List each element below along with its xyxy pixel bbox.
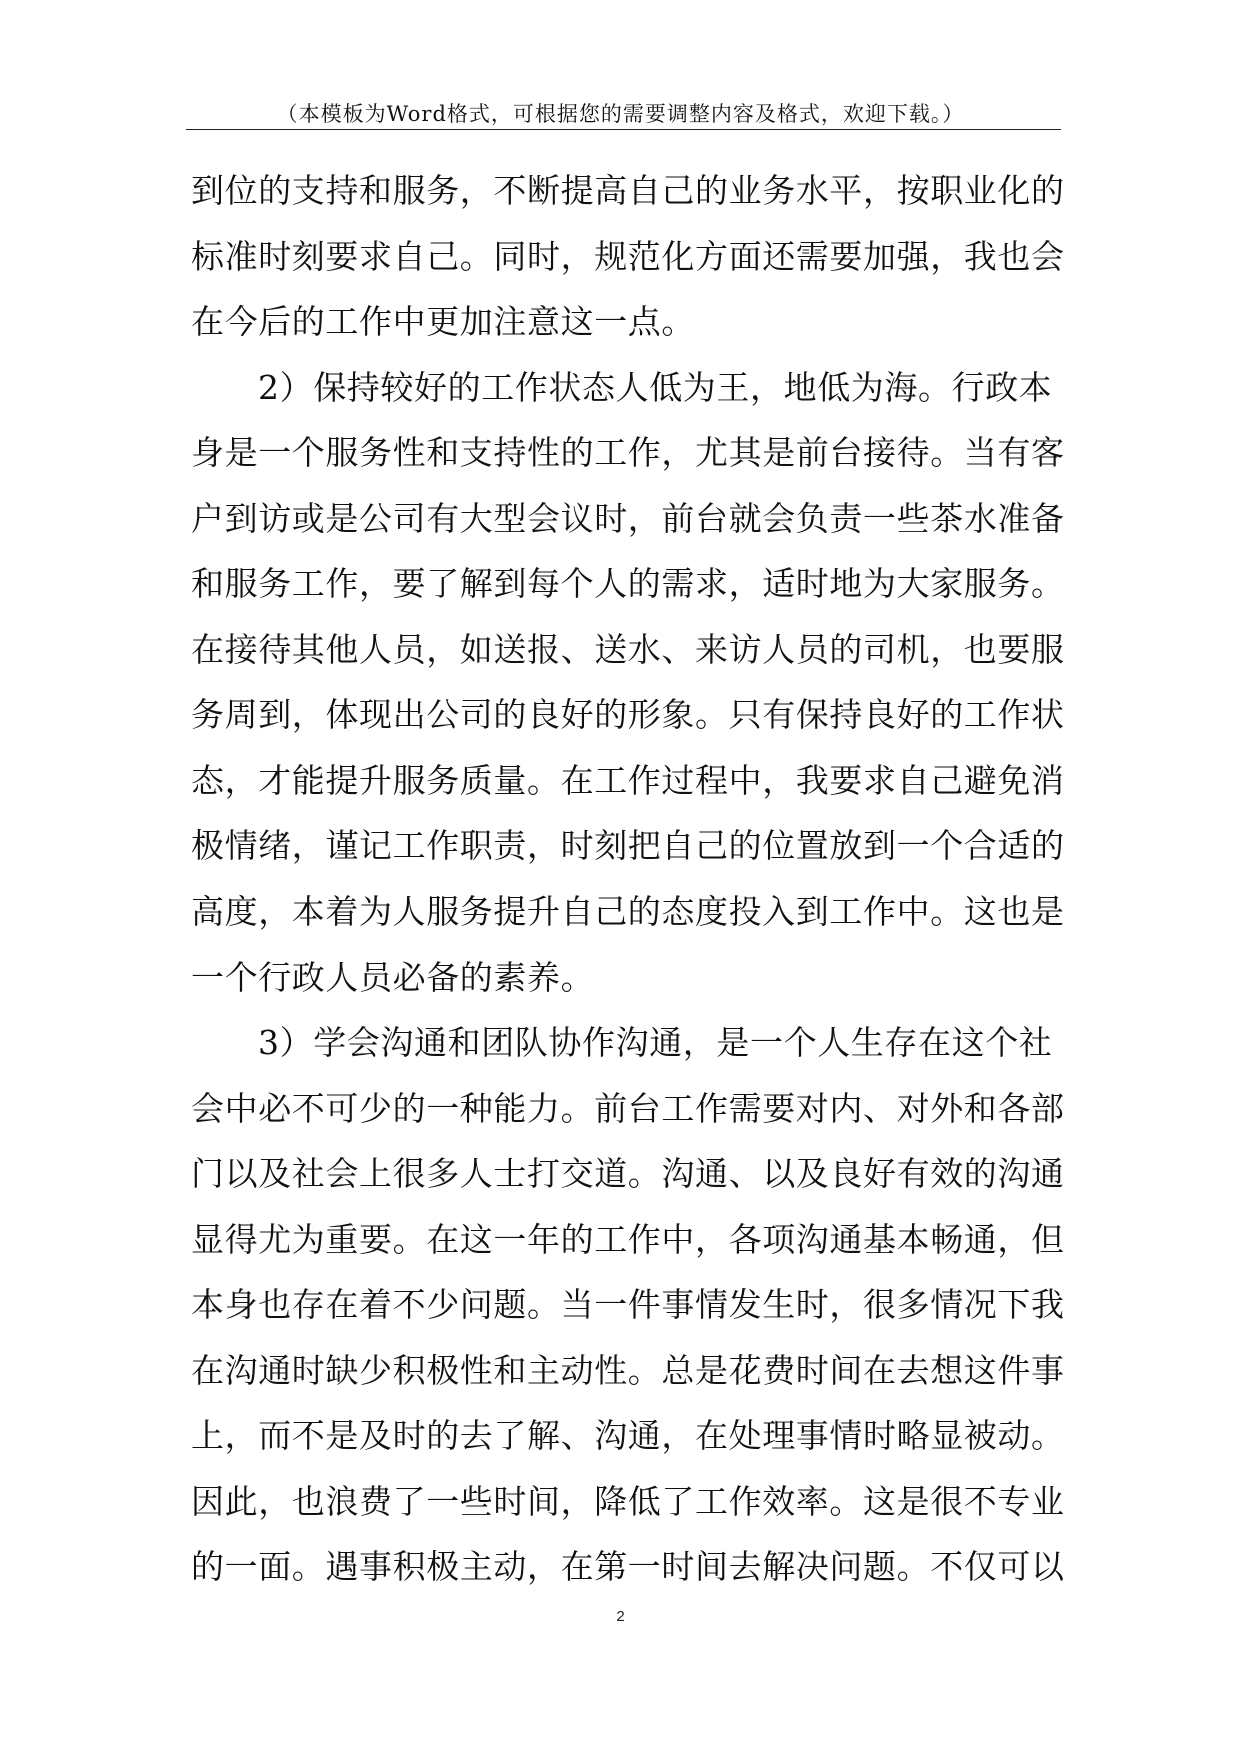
text-line: 在今后的工作中更加注意这一点。 xyxy=(191,302,695,342)
text-line: 高度，本着为人服务提升自己的态度投入到工作中。这也是 xyxy=(191,892,1065,932)
text-line: 一个行政人员必备的素养。 xyxy=(191,957,595,997)
text-line: 和服务工作，要了解到每个人的需求，适时地为大家服务。 xyxy=(191,564,1065,604)
text-line: 务周到，体现出公司的良好的形象。只有保持良好的工作状 xyxy=(191,695,1065,735)
document-body xyxy=(191,158,1071,1600)
text-line: 标准时刻要求自己。同时，规范化方面还需要加强，我也会 xyxy=(191,236,1065,276)
text-line: 会中必不可少的一种能力。前台工作需要对内、对外和各部 xyxy=(191,1088,1065,1128)
text-line: 本身也存在着不少问题。当一件事情发生时，很多情况下我 xyxy=(191,1285,1065,1325)
text-line: 上，而不是及时的去了解、沟通，在处理事情时略显被动。 xyxy=(191,1416,1065,1456)
text-line: 因此，也浪费了一些时间，降低了工作效率。这是很不专业 xyxy=(191,1481,1065,1521)
template-header-note: （本模板为Word格式，可根据您的需要调整内容及格式，欢迎下载。） xyxy=(276,102,965,126)
text-line: 户到访或是公司有大型会议时，前台就会负责一些茶水准备 xyxy=(191,498,1065,538)
text-line: 的一面。遇事积极主动，在第一时间去解决问题。不仅可以 xyxy=(191,1547,1065,1587)
text-line: 极情绪，谨记工作职责，时刻把自己的位置放到一个合适的 xyxy=(191,826,1065,866)
header-divider xyxy=(186,129,1061,130)
text-line: 在沟通时缺少积极性和主动性。总是花费时间在去想这件事 xyxy=(191,1350,1065,1390)
text-line: 态，才能提升服务质量。在工作过程中，我要求自己避免消 xyxy=(191,760,1065,800)
text-line: 到位的支持和服务，不断提高自己的业务水平，按职业化的 xyxy=(191,171,1065,210)
paragraph-start-line: 2）保持较好的工作状态人低为王，地低为海。行政本 xyxy=(258,367,1053,407)
text-line: 门以及社会上很多人士打交道。沟通、以及良好有效的沟通 xyxy=(191,1154,1065,1194)
page-number: 2 xyxy=(616,1608,625,1625)
text-line: 在接待其他人员，如送报、送水、来访人员的司机，也要服 xyxy=(191,629,1065,669)
text-line: 显得尤为重要。在这一年的工作中，各项沟通基本畅通，但 xyxy=(191,1219,1065,1259)
paragraph-start-line: 3）学会沟通和团队协作沟通，是一个人生存在这个社 xyxy=(258,1023,1053,1063)
text-line: 身是一个服务性和支持性的工作，尤其是前台接待。当有客 xyxy=(191,433,1065,473)
